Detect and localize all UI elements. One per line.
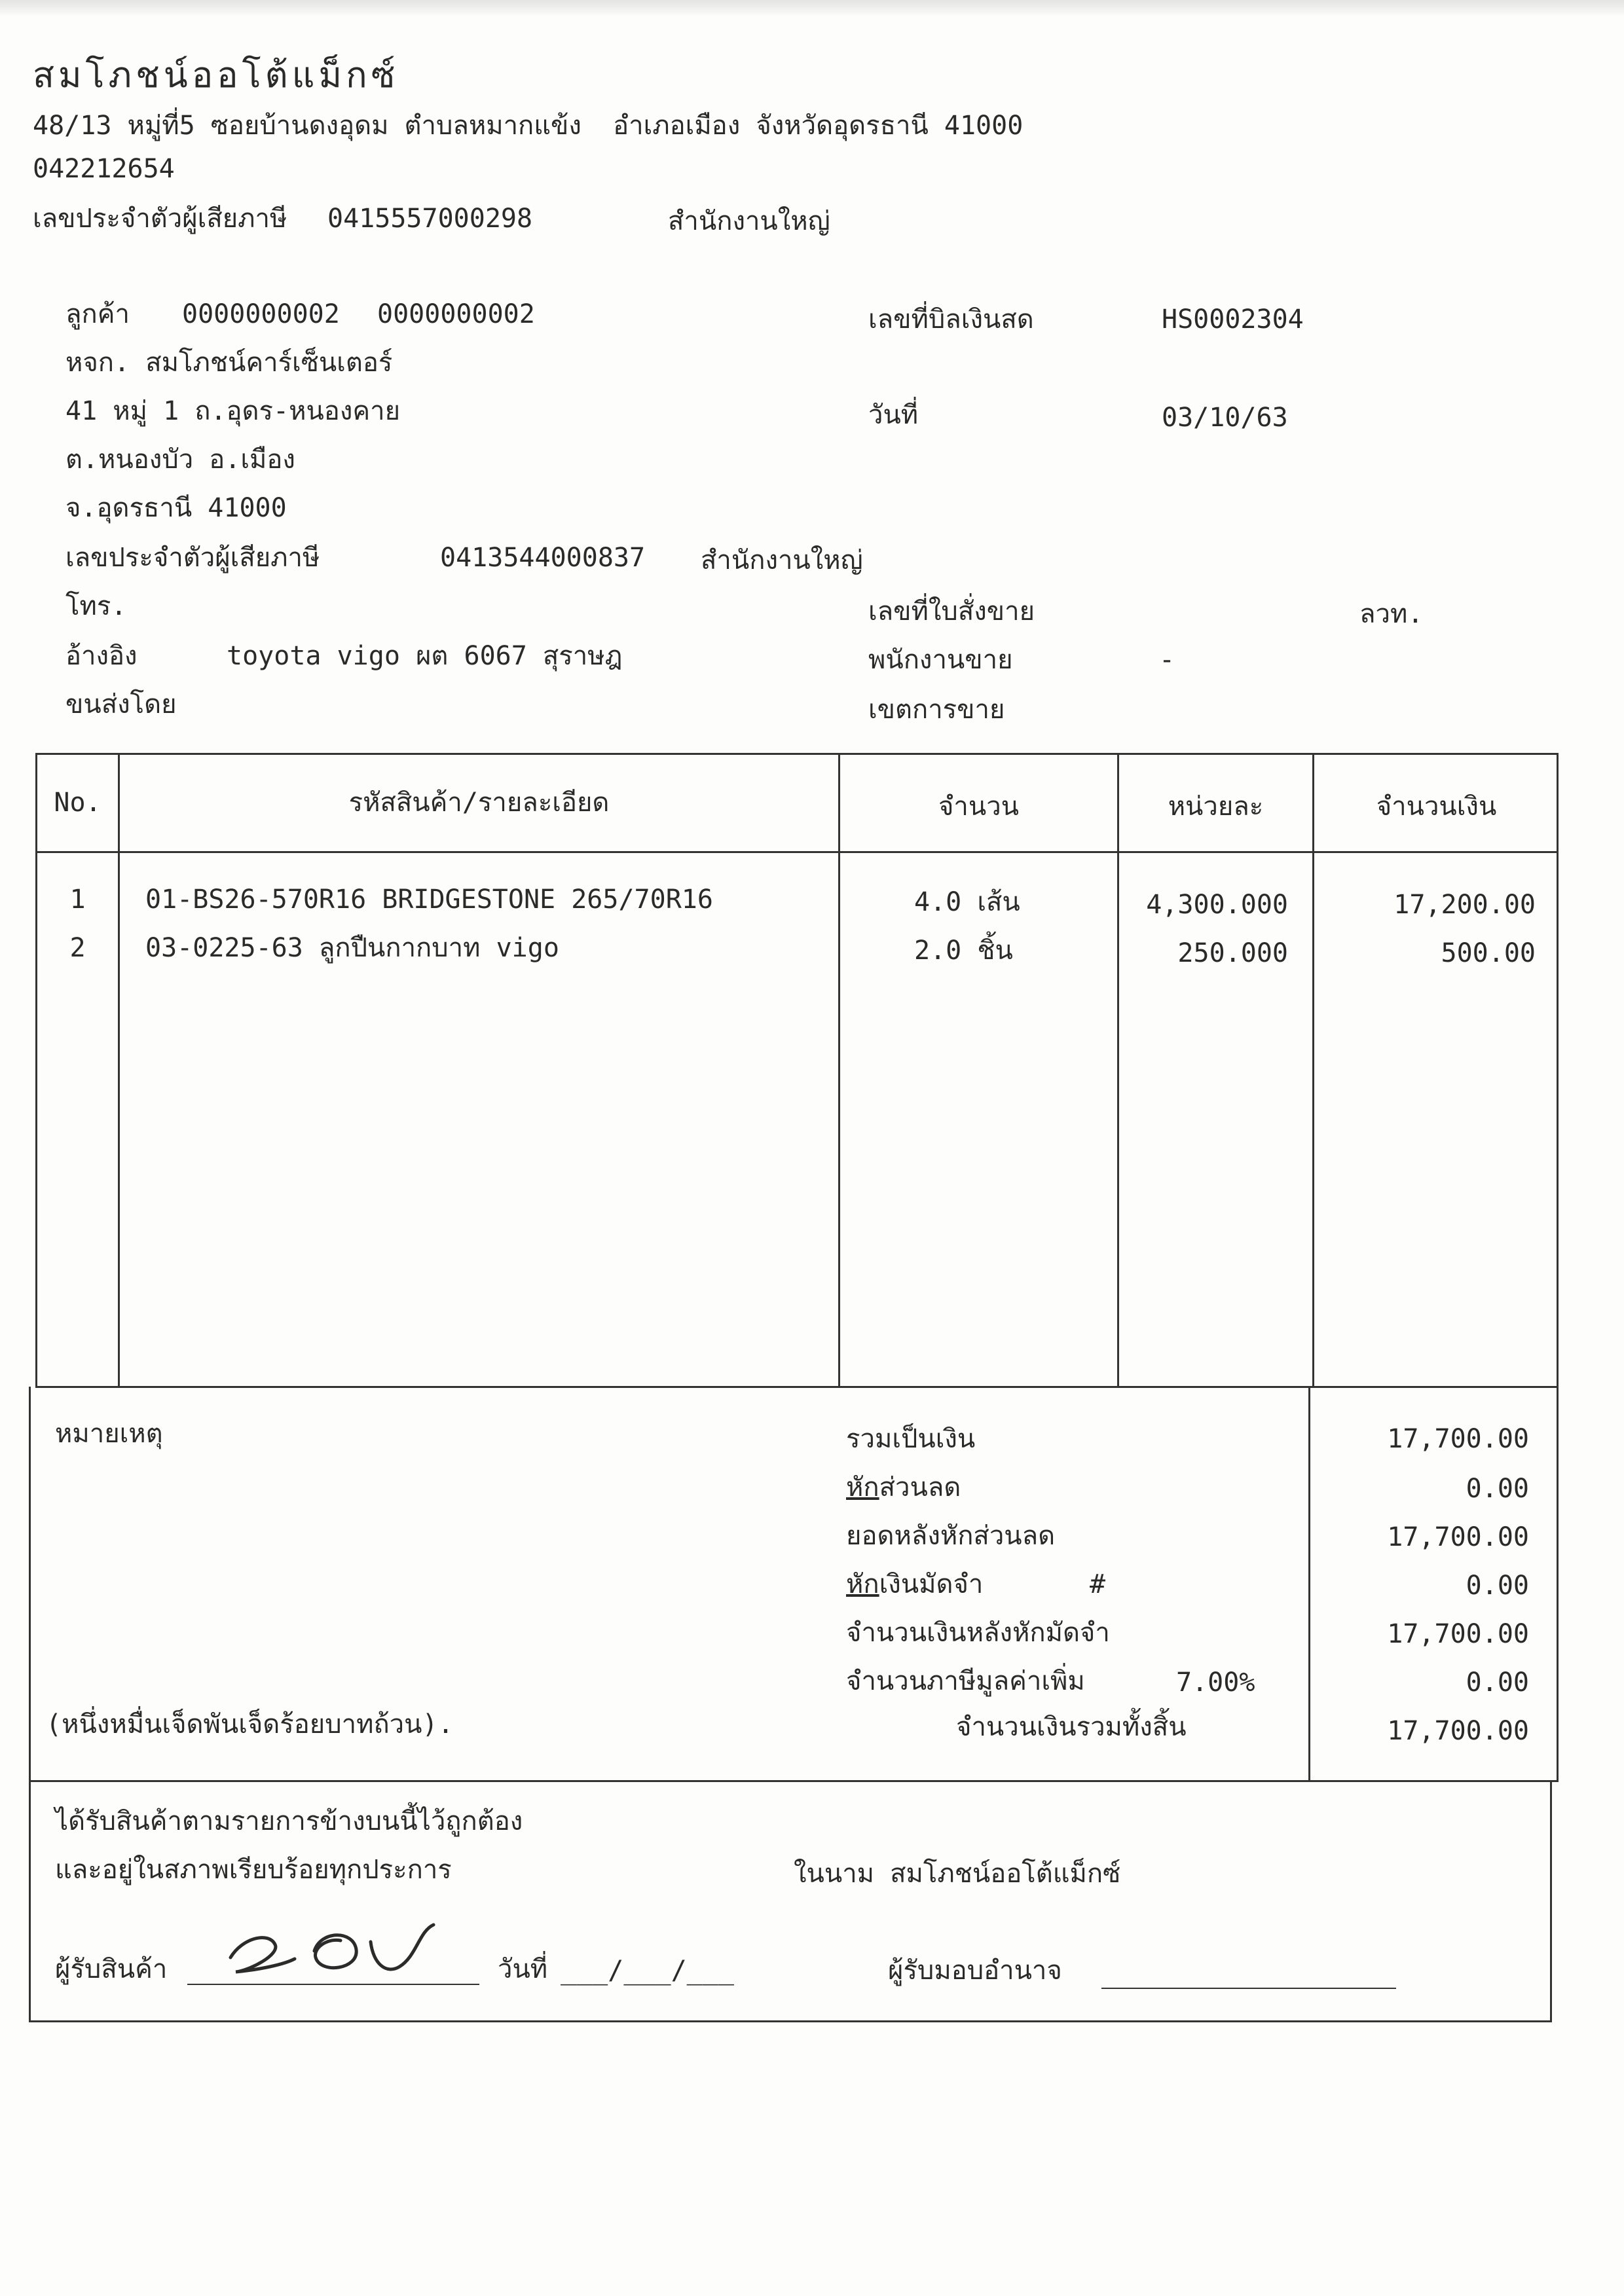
discount-label [846,1474,961,1501]
customer-label: ลูกค้า [65,299,130,329]
deposit-text: เงินมัดจำ [879,1569,984,1599]
items-table [35,753,1559,1388]
customer-address-1: 41 หมู่ 1 ถ.อุดร-หนองคาย [65,396,401,426]
receive-date-blank: ___/___/___ [561,1956,734,1986]
authorized-signature-line [1101,1988,1396,1989]
after-discount-value: 17,700.00 [1387,1522,1529,1552]
customer-tax-id: 0413544000837 [440,543,646,573]
after-deposit-label: จำนวนเงินหลังหักมัดจำ [846,1618,1110,1648]
row-amount: 17,200.00 [1393,890,1536,920]
customer-address-3: จ.อุดรธานี 41000 [65,493,287,523]
customer-code-1: 0000000002 [182,299,340,329]
authorized-label: ผู้รับมอบอำนาจ [888,1956,1062,1986]
header-description: รหัสสินค้า/รายละเอียด [348,788,610,818]
bill-date: 03/10/63 [1162,403,1288,433]
column-divider [1117,753,1119,1388]
company-branch: สำนักงานใหญ่ [668,206,830,236]
row-description: 01-BS26-570R16 BRIDGESTONE 265/70R16 [145,884,713,915]
header-unit-price: หน่วยละ [1168,792,1264,822]
summary-divider [1308,1387,1310,1782]
vat-rate: 7.00% [1176,1667,1255,1698]
column-divider [118,753,120,1388]
row-no: 2 [69,933,86,963]
row-quantity: 4.0 เส้น [914,887,1020,917]
company-phone: 042212654 [33,154,175,184]
on-behalf-label: ในนาม สมโภชน์ออโต้แม็กซ์ [794,1859,1121,1889]
vat-value: 0.00 [1466,1667,1529,1698]
amount-in-words: (หนึ่งหมื่นเจ็ดพันเจ็ดร้อยบาทถ้วน). [46,1709,454,1740]
grand-total-value: 17,700.00 [1387,1716,1529,1746]
row-amount: 500.00 [1441,938,1536,968]
receiver-signature-line [187,1984,479,1985]
customer-address-2: ต.หนองบัว อ.เมือง [65,445,295,475]
company-address: 48/13 หมู่ที่5 ซอยบ้านดงอุดม ตำบลหมากแข้ง อำเภอเมือง จังหวัดอุดรธานี 41000 [33,111,1024,141]
row-description: 03-0225-63 ลูกปืนกากบาท vigo [145,933,559,963]
company-tax-id-label: เลขประจำตัวผู้เสียภาษี [33,204,287,234]
reference-value: toyota vigo ผต 6067 สุราษฎ [227,641,623,671]
row-quantity: 2.0 ชิ้น [914,936,1013,966]
customer-name: หจก. สมโภชน์คาร์เซ็นเตอร์ [65,348,393,378]
customer-tax-id-label: เลขประจำตัวผู้เสียภาษี [65,543,320,573]
salesperson-label: พนักงานขาย [868,645,1013,675]
received-note-1: ได้รับสินค้าตามรายการข้างบนนี้ไว้ถูกต้อง [55,1806,523,1836]
received-note-2: และอยู่ในสภาพเรียบร้อยทุกประการ [55,1855,452,1885]
deposit-prefix: หัก [846,1569,879,1599]
sales-area-label: เขตการขาย [868,695,1005,725]
sales-order-value: ลวท. [1359,599,1424,629]
discount-prefix: หัก [846,1472,879,1503]
row-unit-price: 250.000 [1177,938,1288,968]
reference-label: อ้างอิง [65,641,138,671]
header-no: No. [54,788,101,818]
receiver-label: ผู้รับสินค้า [55,1954,168,1984]
bill-date-label: วันที่ [868,400,919,430]
receiver-signature [223,1912,445,1984]
shipping-label: ขนส่งโดย [65,689,177,720]
header-quantity: จำนวน [938,792,1020,822]
after-deposit-value: 17,700.00 [1387,1619,1529,1649]
deposit-mark: # [1090,1569,1106,1599]
customer-code-2: 0000000002 [377,299,535,329]
customer-branch: สำนักงานใหญ่ [701,545,863,575]
bill-number: HS0002304 [1162,304,1304,335]
row-unit-price: 4,300.000 [1146,890,1288,920]
discount-text: ส่วนลด [879,1472,961,1503]
deposit-value: 0.00 [1466,1571,1529,1601]
after-discount-label: ยอดหลังหักส่วนลด [846,1521,1056,1551]
deposit-label [846,1571,983,1597]
column-divider [838,753,840,1388]
header-amount: จำนวนเงิน [1376,792,1497,822]
discount-value: 0.00 [1466,1474,1529,1504]
subtotal-label: รวมเป็นเงิน [846,1424,976,1454]
grand-total-label: จำนวนเงินรวมทั้งสิ้น [956,1712,1187,1742]
subtotal-value: 17,700.00 [1387,1424,1529,1454]
column-divider [1312,753,1314,1388]
company-tax-id: 0415557000298 [327,204,533,234]
row-no: 1 [69,884,86,915]
remark-label: หมายเหตุ [55,1419,163,1449]
company-name: สมโภชน์ออโต้แม็กซ์ [33,54,399,96]
items-header-divider [35,851,1559,853]
salesperson-value: - [1159,645,1175,675]
receive-date-label: วันที่ [498,1954,548,1984]
vat-label: จำนวนภาษีมูลค่าเพิ่ม [846,1666,1085,1696]
scan-edge [0,0,1624,17]
sales-order-label: เลขที่ใบสั่งขาย [868,596,1035,627]
customer-phone-label: โทร. [65,591,127,621]
bill-number-label: เลขที่บิลเงินสด [868,304,1034,335]
